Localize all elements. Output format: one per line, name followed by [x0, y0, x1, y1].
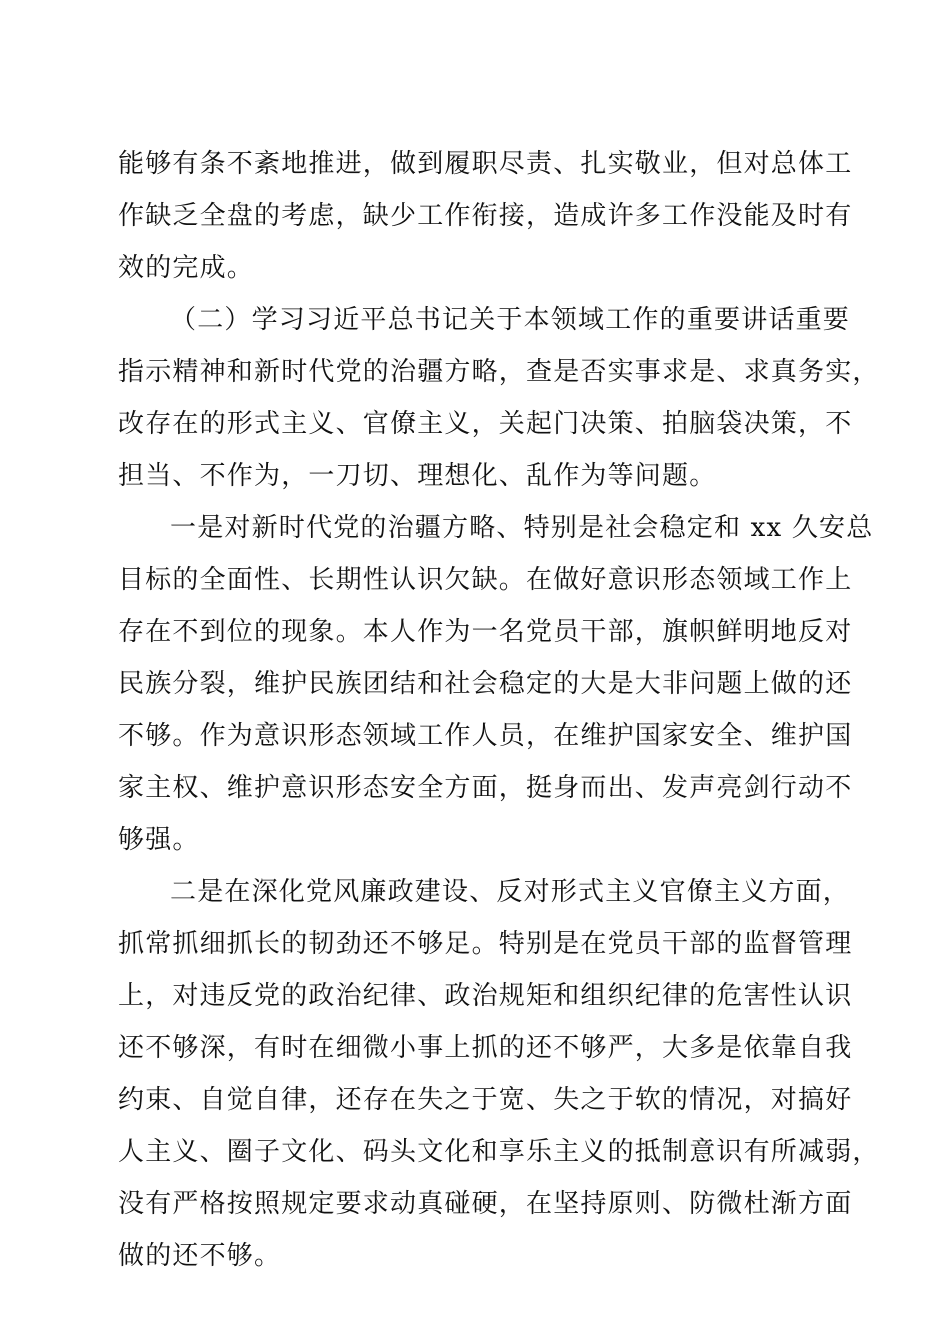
paragraph-point-two — [118, 866, 880, 1282]
text-line: 作缺乏全盘的考虑，缺少工作衔接，造成许多工作没能及时有 — [118, 201, 853, 231]
text-line: 够强。 — [118, 825, 200, 855]
text-line: 一是对新时代党的治疆方略、特别是社会稳定和 xx 久安总 — [170, 513, 874, 543]
text-line: 担当、不作为，一刀切、理想化、乱作为等问题。 — [118, 461, 717, 491]
text-line: 目标的全面性、长期性认识欠缺。在做好意识形态领域工作上 — [118, 565, 853, 595]
text-line: 指示精神和新时代党的治疆方略，查是否实事求是、求真务实， — [118, 357, 880, 387]
section-heading-two — [118, 294, 880, 502]
text-line: 家主权、维护意识形态安全方面，挺身而出、发声亮剑行动不 — [118, 773, 853, 803]
text-line: 约束、自觉自律，还存在失之于宽、失之于软的情况，对搞好 — [118, 1085, 853, 1115]
paragraph-point-one — [118, 502, 874, 866]
document-body — [118, 138, 880, 1282]
text-line: 二是在深化党风廉政建设、反对形式主义官僚主义方面， — [170, 877, 851, 907]
text-line: 效的完成。 — [118, 253, 255, 283]
text-line: 改存在的形式主义、官僚主义，关起门决策、拍脑袋决策，不 — [118, 409, 853, 439]
text-line: 还不够深，有时在细微小事上抓的还不够严，大多是依靠自我 — [118, 1033, 853, 1063]
text-line: 没有严格按照规定要求动真碰硬，在坚持原则、防微杜渐方面 — [118, 1189, 853, 1219]
text-line: （二）学习习近平总书记关于本领域工作的重要讲话重要 — [170, 305, 851, 335]
text-line: 能够有条不紊地推进，做到履职尽责、扎实敬业，但对总体工 — [118, 149, 853, 179]
paragraph-continuation — [118, 138, 853, 294]
text-line: 做的还不够。 — [118, 1241, 282, 1271]
text-line: 存在不到位的现象。本人作为一名党员干部，旗帜鲜明地反对 — [118, 617, 853, 647]
text-line: 上，对违反党的政治纪律、政治规矩和组织纪律的危害性认识 — [118, 981, 853, 1011]
text-line: 不够。作为意识形态领域工作人员，在维护国家安全、维护国 — [118, 721, 853, 751]
text-line: 抓常抓细抓长的韧劲还不够足。特别是在党员干部的监督管理 — [118, 929, 853, 959]
text-line: 人主义、圈子文化、码头文化和享乐主义的抵制意识有所减弱， — [118, 1137, 880, 1167]
text-line: 民族分裂，维护民族团结和社会稳定的大是大非问题上做的还 — [118, 669, 853, 699]
